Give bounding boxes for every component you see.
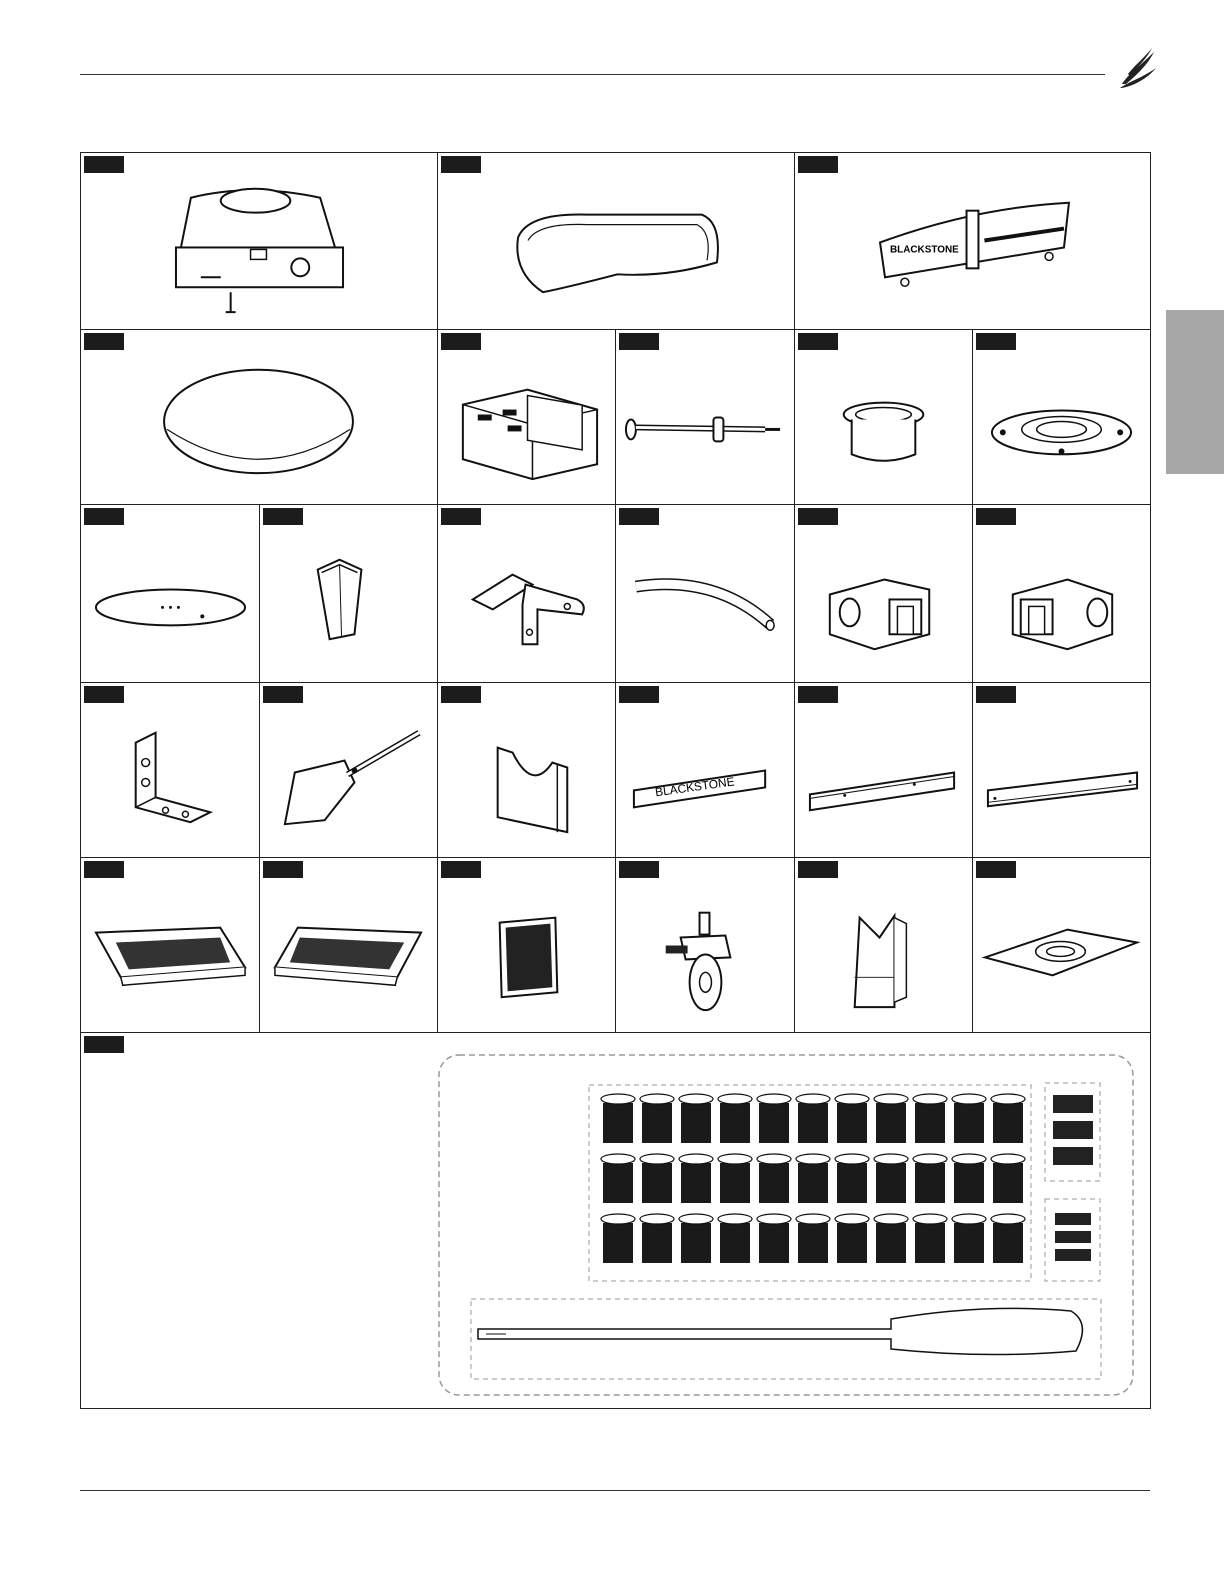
set-screws-icon — [1055, 1213, 1091, 1261]
footer-rule — [80, 1490, 1150, 1491]
screw-icon — [601, 1094, 635, 1143]
flame-logo-icon — [1118, 44, 1158, 88]
caster-wheel-icon — [616, 858, 794, 1032]
parts-grid — [80, 152, 1151, 1409]
handle-knob-icon — [260, 505, 437, 682]
part-cell-grate — [438, 858, 616, 1033]
screw-icon — [874, 1094, 908, 1143]
part-cell-shelf-left — [81, 858, 260, 1033]
lid-cover-icon — [438, 153, 794, 329]
side-shelf-right-icon — [260, 858, 437, 1032]
screw-icon — [718, 1214, 752, 1263]
screw-icon — [913, 1214, 947, 1263]
part-cell-plate — [81, 505, 260, 683]
part-cell-connector-left — [795, 505, 973, 683]
branded-hood-icon — [795, 153, 1150, 329]
connector-right-icon — [973, 505, 1150, 682]
part-cell-base-plate — [973, 858, 1151, 1033]
header-rule — [80, 74, 1105, 75]
screw-icon — [601, 1214, 635, 1263]
screw-icon — [991, 1154, 1025, 1203]
screw-icon — [796, 1094, 830, 1143]
part-cell-peel — [260, 683, 438, 858]
part-cell-connector-right — [973, 505, 1151, 683]
part-cell-stone — [81, 330, 438, 505]
curved-tube-icon — [616, 505, 794, 682]
screwdriver-icon — [478, 1308, 1082, 1354]
section-tab — [1166, 310, 1224, 474]
screw-icon — [718, 1094, 752, 1143]
screw-icon — [640, 1214, 674, 1263]
hardware-kit-icon — [81, 1033, 1151, 1409]
panel-brand-text: BLACKSTONE — [654, 774, 736, 800]
rail-icon — [795, 683, 972, 857]
grate-icon — [438, 858, 615, 1032]
part-cell-leg-bracket — [795, 858, 973, 1033]
corner-bracket-icon — [438, 505, 615, 682]
rotating-plate-icon — [81, 505, 259, 682]
screw-icon — [718, 1154, 752, 1203]
screw-icon — [835, 1154, 869, 1203]
screw-icon — [796, 1154, 830, 1203]
screw-icon — [991, 1214, 1025, 1263]
screw-icon — [913, 1154, 947, 1203]
part-cell-lid — [438, 153, 795, 330]
screw-icon — [952, 1154, 986, 1203]
part-cell-tube — [616, 505, 795, 683]
part-cell-panel-bracket — [438, 683, 616, 858]
drive-shaft-icon — [616, 330, 794, 504]
panel-bracket-icon — [438, 683, 615, 857]
screw-icon — [835, 1214, 869, 1263]
part-cell-l-bracket — [81, 683, 260, 858]
screw-icon — [757, 1094, 791, 1143]
part-cell-hardware — [81, 1033, 1151, 1409]
screw-icon — [679, 1154, 713, 1203]
flange-plate-icon — [973, 330, 1150, 504]
screw-icon — [640, 1154, 674, 1203]
screw-icon — [679, 1214, 713, 1263]
screw-icon — [796, 1214, 830, 1263]
part-cell-rail-2 — [973, 683, 1151, 858]
rail-icon — [973, 683, 1150, 857]
part-cell-bushing — [795, 330, 973, 505]
screw-icon — [835, 1094, 869, 1143]
part-cell-corner-bracket — [438, 505, 616, 683]
part-cell-shaft — [616, 330, 795, 505]
connector-left-icon — [795, 505, 972, 682]
pizza-oven-base-icon — [81, 153, 437, 329]
screw-icon — [991, 1094, 1025, 1143]
pizza-peel-icon — [260, 683, 437, 857]
part-cell-burner-box — [438, 330, 616, 505]
bushing-icon — [795, 330, 972, 504]
part-cell-knob — [260, 505, 438, 683]
screw-icon — [874, 1214, 908, 1263]
screw-icon — [601, 1154, 635, 1203]
screw-icon — [952, 1214, 986, 1263]
screw-icon — [913, 1094, 947, 1143]
part-cell-front-panel — [616, 683, 795, 858]
screw-icon — [679, 1094, 713, 1143]
part-cell-grill — [81, 153, 438, 330]
burner-box-icon — [438, 330, 615, 504]
pizza-stone-icon — [81, 330, 437, 504]
small-bolts-icon — [1053, 1095, 1093, 1165]
part-cell-shelf-right — [260, 858, 438, 1033]
screw-icon — [757, 1214, 791, 1263]
l-bracket-icon — [81, 683, 259, 857]
part-cell-flange — [973, 330, 1151, 505]
side-shelf-left-icon — [81, 858, 259, 1032]
screw-icon — [640, 1094, 674, 1143]
front-panel-icon — [616, 683, 794, 857]
part-cell-hood — [795, 153, 1151, 330]
part-cell-caster — [616, 858, 795, 1033]
leg-bracket-icon — [795, 858, 972, 1032]
screw-icon — [757, 1154, 791, 1203]
base-plate-icon — [973, 858, 1150, 1032]
part-cell-rail-1 — [795, 683, 973, 858]
screw-icon — [874, 1154, 908, 1203]
screw-icon — [952, 1094, 986, 1143]
hood-brand-text: BLACKSTONE — [889, 244, 959, 256]
